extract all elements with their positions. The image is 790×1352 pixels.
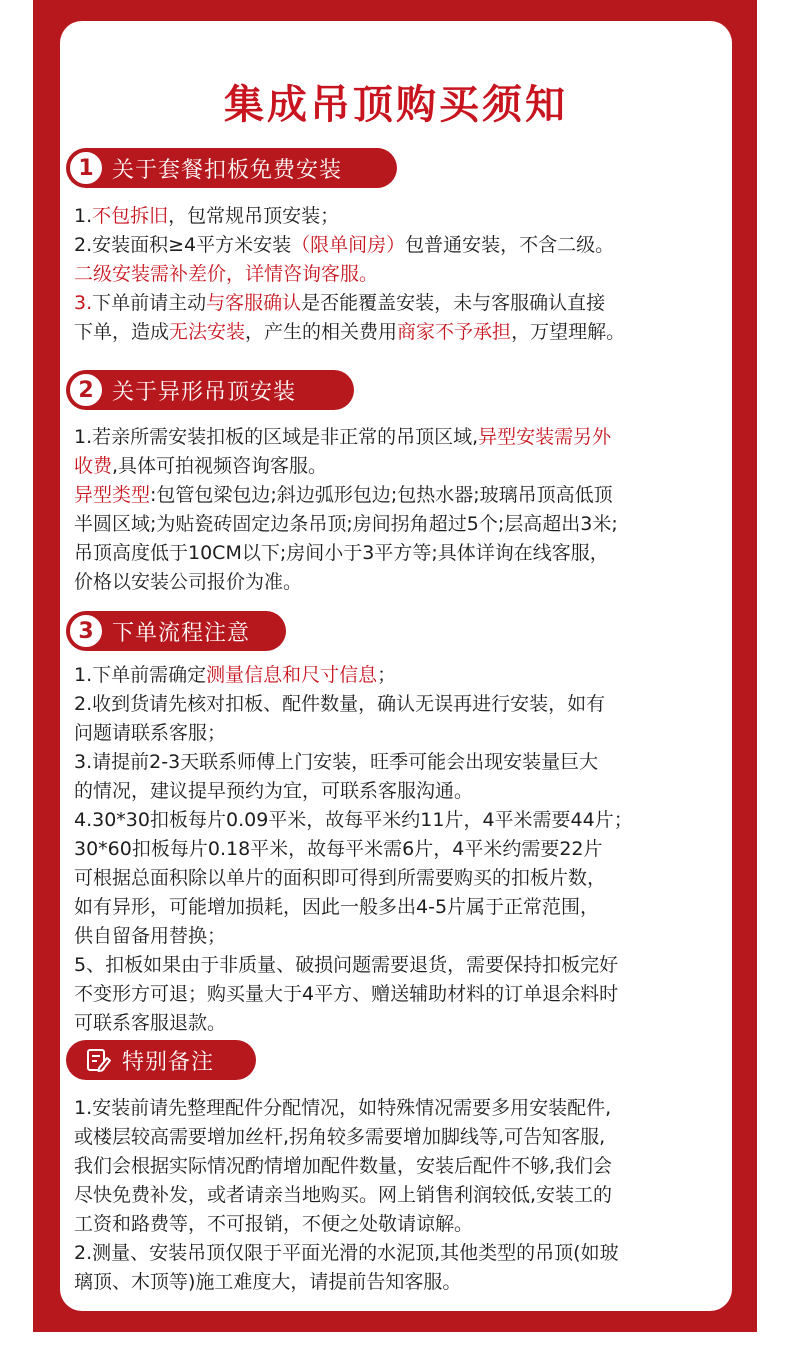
section-body-1 [74, 202, 724, 347]
text-line: 可根据总面积除以单片的面积即可得到所需要购买的扣板片数， [74, 867, 607, 889]
notice-card [60, 21, 732, 1311]
section-header-3 [66, 611, 286, 651]
section-body-3 [74, 661, 724, 1038]
section-body-4 [74, 1094, 724, 1297]
text-line: 4.30*30扣板每片0.09平米，故每平米约11片，4平米需要44片； [74, 809, 633, 831]
text-line: 1.安装前请先整理配件分配情况，如特殊情况需要多用安装配件, [74, 1097, 612, 1119]
section-header-4 [66, 1040, 256, 1080]
text-line: 璃顶、木顶等)施工难度大，请提前告知客服。 [74, 1271, 462, 1293]
text-line: 或楼层较高需要增加丝杆,拐角较多需要增加脚线等,可告知客服, [74, 1126, 606, 1148]
text-line: 的情况，建议提早预约为宜，可联系客服沟通。 [74, 780, 474, 802]
text-line: 工资和路费等，不可报销，不便之处敬请谅解。 [74, 1213, 474, 1235]
section-header-2 [66, 370, 354, 410]
text-line: 下单，造成无法安装，产生的相关费用商家不予承担，万望理解。 [74, 321, 626, 343]
section-number-badge: 2 [70, 374, 102, 406]
text-line: 异型类型:包管包梁包边;斜边弧形包边;包热水器;玻璃吊顶高低顶 [74, 484, 613, 506]
text-line: 5、扣板如果由于非质量、破损问题需要退货，需要保持扣板完好 [74, 954, 619, 976]
text-line: 价格以安装公司报价为准。 [74, 571, 303, 593]
text-line: 我们会根据实际情况酌情增加配件数量，安装后配件不够,我们会 [74, 1155, 613, 1177]
section-header-1 [66, 148, 397, 188]
text-line: 1.不包拆旧，包常规吊顶安装； [74, 205, 340, 227]
text-line: 收费,具体可拍视频咨询客服。 [74, 455, 328, 477]
text-line: 2.收到货请先核对扣板、配件数量，确认无误再进行安装，如有 [74, 693, 606, 715]
text-line: 3.下单前请主动与客服确认是否能覆盖安装，未与客服确认直接 [74, 292, 606, 314]
text-line: 二级安装需补差价，详情咨询客服。 [74, 263, 379, 285]
section-title: 特别备注 [122, 1049, 215, 1075]
text-line: 30*60扣板每片0.18平米，故每平米需6片，4平米约需要22片 [74, 838, 603, 860]
text-line: 半圆区域;为贴瓷砖固定边条吊顶;房间拐角超过5个;层高超出3米; [74, 513, 618, 535]
text-line: 2.测量、安装吊顶仅限于平面光滑的水泥顶,其他类型的吊顶(如玻 [74, 1242, 619, 1264]
text-line: 可联系客服退款。 [74, 1012, 227, 1034]
page-title: 集成吊顶购买须知 [224, 82, 568, 128]
text-line: 1.下单前需确定测量信息和尺寸信息； [74, 664, 397, 686]
section-body-2 [74, 423, 724, 597]
text-line: 供自留备用替换； [74, 925, 227, 947]
text-line: 问题请联系客服； [74, 722, 227, 744]
edit-note-icon [82, 1044, 114, 1076]
text-line: 1.若亲所需安装扣板的区域是非正常的吊顶区域,异型安装需另外 [74, 426, 612, 448]
text-line: 3.请提前2-3天联系师傅上门安装，旺季可能会出现安装量巨大 [74, 751, 599, 773]
section-number-badge: 1 [70, 152, 102, 184]
text-line: 不变形方可退；购买量大于4平方、赠送辅助材料的订单退余料时 [74, 983, 619, 1005]
section-number-badge: 3 [70, 615, 102, 647]
section-title: 关于套餐扣板免费安装 [112, 157, 343, 183]
text-line: 如有异形，可能增加损耗，因此一般多出4-5片属于正常范围， [74, 896, 600, 918]
text-line: 吊顶高度低于10CM以下;房间小于3平方等;具体详询在线客服， [74, 542, 609, 564]
text-line: 尽快免费补发，或者请亲当地购买。网上销售利润较低,安装工的 [74, 1184, 613, 1206]
section-title: 下单流程注意 [112, 620, 251, 646]
section-title: 关于异形吊顶安装 [112, 379, 297, 405]
text-line: 2.安装面积≥4平方米安装（限单间房）包普通安装，不含二级。 [74, 234, 615, 256]
